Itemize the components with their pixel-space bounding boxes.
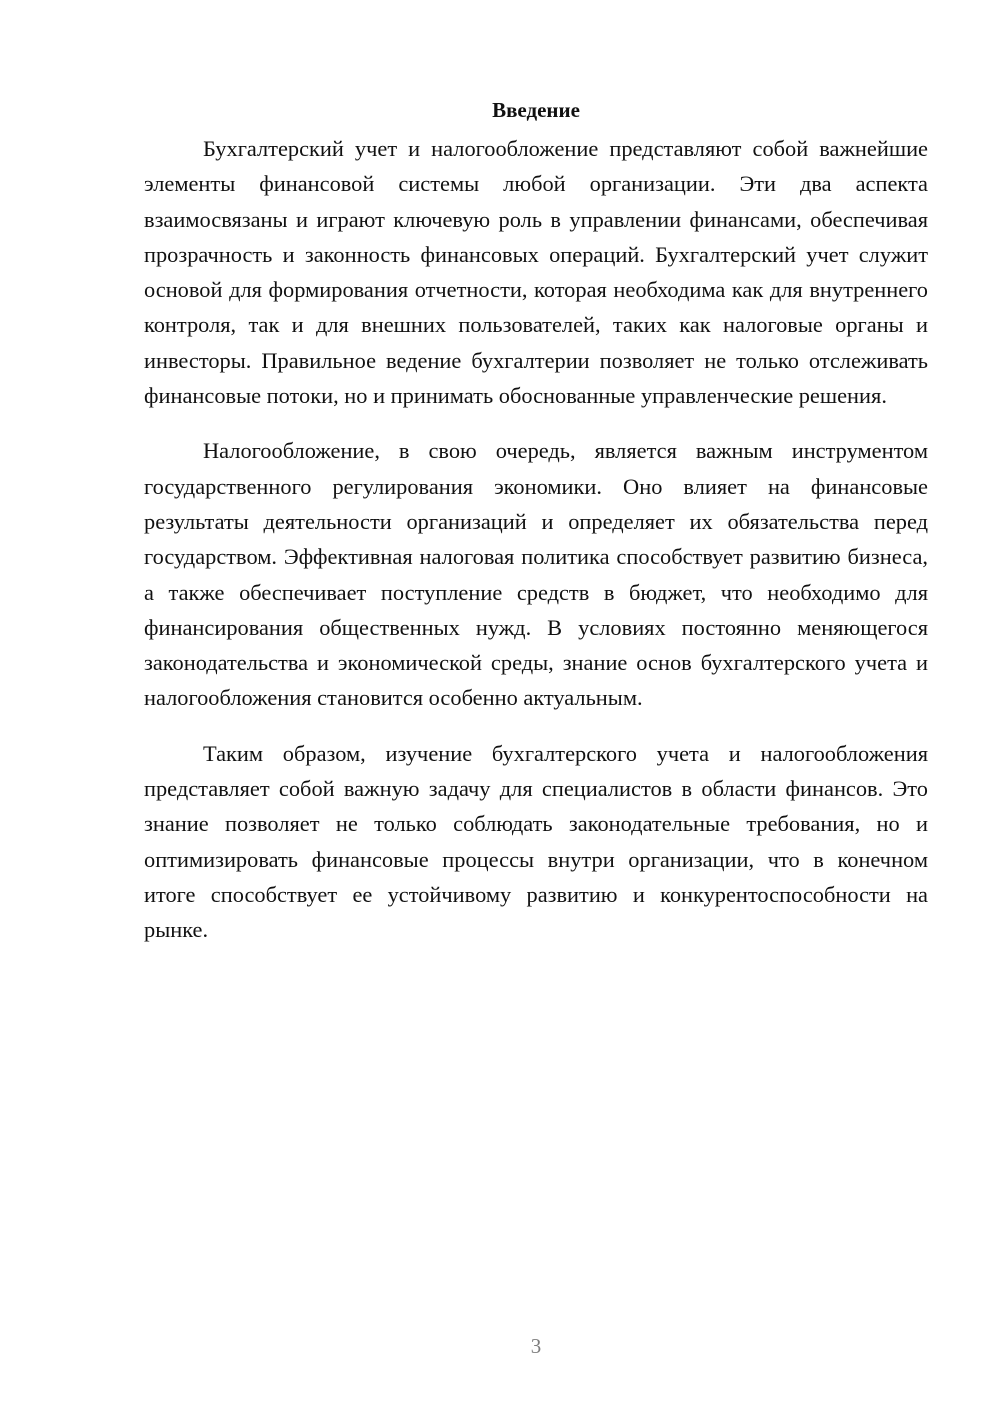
paragraph-3: Таким образом, изучение бухгалтерского учета и налогообложения представляет собой важную задачу для специалистов в области финансов. Это знание позволяет не только соблюдать законодательные требования, но и оптимизировать финансовые процессы внутри организации, что в конечном итоге способствует ее устойчивому развитию и конкурентоспособности на рынке.	[144, 740, 928, 943]
page-number: 3	[530, 1334, 542, 1358]
section-heading: Введение	[492, 98, 580, 122]
page-content	[144, 92, 928, 968]
paragraph-2: Налогообложение, в свою очередь, является важным инструментом государственного регулирования экономики. Оно влияет на финансовые результаты деятельности организаций и определяет их обязательства перед государством. Эффективная налоговая политика способствует развитию бизнеса, а также обеспечивает поступление средств в бюджет, что необходимо для финансирования общественных нужд. В условиях постоянно меняющегося законодательства и экономической среды, знание основ бухгалтерского учета и налогообложения становится особенно актуальным.	[144, 438, 928, 711]
paragraph-1: Бухгалтерский учет и налогообложение представляют собой важнейшие элементы финансовой системы любой организации. Эти два аспекта взаимосвязаны и играют ключевую роль в управлении финансами, обеспечивая прозрачность и законность финансовых операций. Бухгалтерский учет служит основой для формирования отчетности, которая необходима как для внутреннего контроля, так и для внешних пользователей, таких как налоговые органы и инвесторы. Правильное ведение бухгалтерии позволяет не только отслеживать финансовые потоки, но и принимать обоснованные управленческие решения.	[144, 136, 928, 409]
